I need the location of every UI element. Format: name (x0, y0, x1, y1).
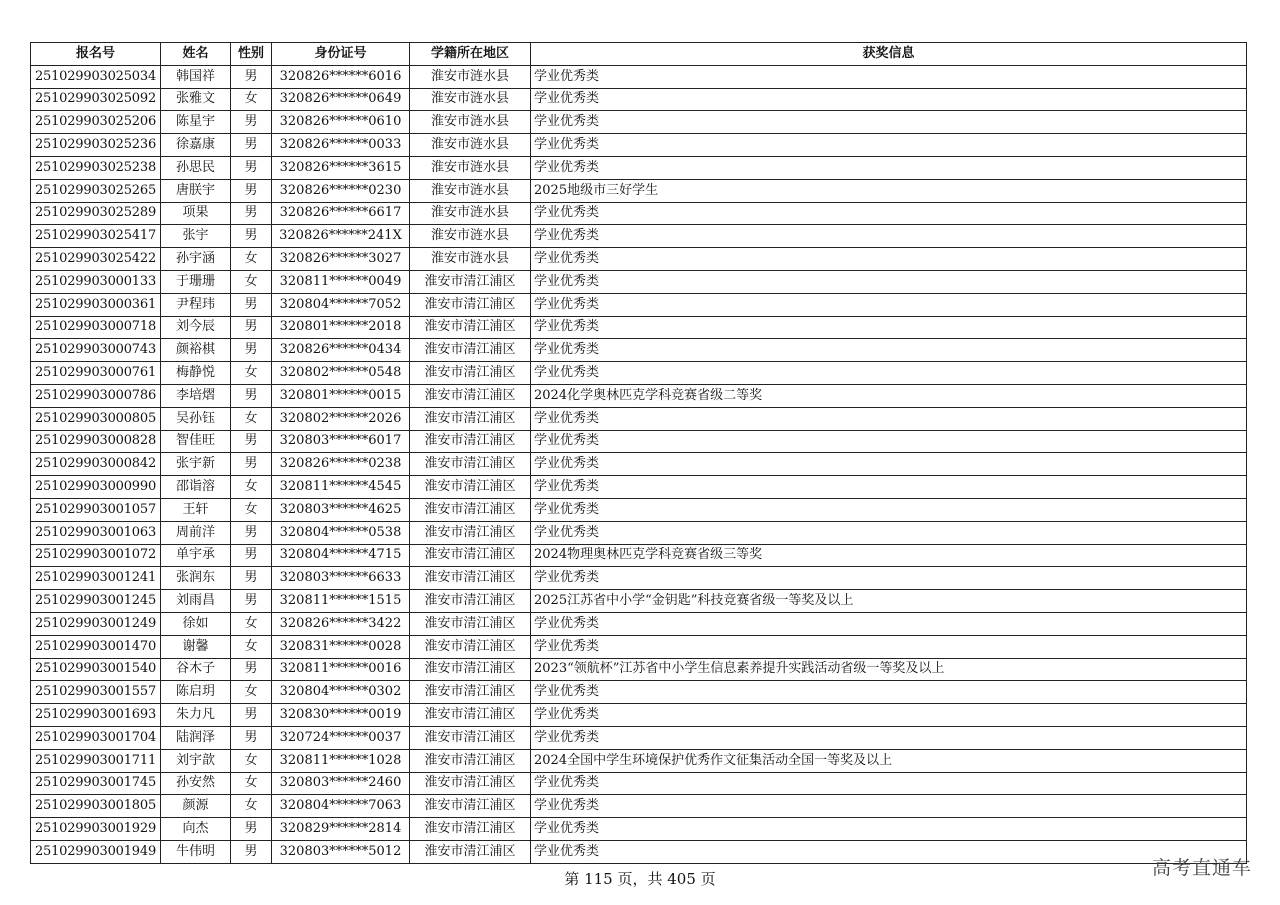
roster-table (30, 42, 1247, 864)
cell-region: 淮安市清江浦区 (410, 749, 531, 772)
table-row (31, 772, 1247, 795)
cell-gender: 男 (231, 65, 272, 88)
cell-award-info: 学业优秀类 (531, 339, 1247, 362)
cell-registration-no: 251029903000786 (31, 384, 161, 407)
cell-registration-no: 251029903000743 (31, 339, 161, 362)
cell-name: 李培熠 (161, 384, 231, 407)
table-row (31, 726, 1247, 749)
cell-name: 张宇新 (161, 453, 231, 476)
cell-gender: 男 (231, 111, 272, 134)
cell-id-number: 320826******0434 (272, 339, 410, 362)
table-row (31, 111, 1247, 134)
cell-id-number: 320804******7052 (272, 293, 410, 316)
cell-registration-no: 251029903001241 (31, 567, 161, 590)
cell-name: 徐如 (161, 612, 231, 635)
cell-id-number: 320831******0028 (272, 635, 410, 658)
table-row (31, 384, 1247, 407)
page-footer: 第 115 页，共 405 页 (564, 870, 716, 888)
cell-registration-no: 251029903000990 (31, 476, 161, 499)
cell-registration-no: 251029903001557 (31, 681, 161, 704)
cell-award-info: 学业优秀类 (531, 498, 1247, 521)
cell-region: 淮安市清江浦区 (410, 818, 531, 841)
cell-award-info: 学业优秀类 (531, 476, 1247, 499)
cell-name: 周前洋 (161, 521, 231, 544)
cell-name: 陈星宇 (161, 111, 231, 134)
table-row (31, 179, 1247, 202)
cell-id-number: 320830******0019 (272, 704, 410, 727)
cell-region: 淮安市清江浦区 (410, 612, 531, 635)
cell-id-number: 320826******6617 (272, 202, 410, 225)
cell-name: 朱力凡 (161, 704, 231, 727)
cell-gender: 女 (231, 749, 272, 772)
cell-registration-no: 251029903001704 (31, 726, 161, 749)
cell-id-number: 320802******2026 (272, 407, 410, 430)
cell-id-number: 320826******241X (272, 225, 410, 248)
table-row (31, 65, 1247, 88)
cell-registration-no: 251029903001711 (31, 749, 161, 772)
header-registration-no: 报名号 (31, 43, 161, 66)
cell-region: 淮安市清江浦区 (410, 795, 531, 818)
cell-gender: 女 (231, 270, 272, 293)
cell-award-info: 学业优秀类 (531, 111, 1247, 134)
cell-gender: 男 (231, 453, 272, 476)
cell-name: 吴孙钰 (161, 407, 231, 430)
table-row (31, 316, 1247, 339)
cell-id-number: 320803******2460 (272, 772, 410, 795)
cell-id-number: 320804******0302 (272, 681, 410, 704)
cell-id-number: 320803******6017 (272, 430, 410, 453)
cell-name: 颜源 (161, 795, 231, 818)
header-id-number: 身份证号 (272, 43, 410, 66)
cell-gender: 男 (231, 202, 272, 225)
cell-name: 唐朕宇 (161, 179, 231, 202)
cell-gender: 男 (231, 818, 272, 841)
table-row (31, 635, 1247, 658)
cell-award-info: 学业优秀类 (531, 704, 1247, 727)
cell-gender: 男 (231, 704, 272, 727)
cell-name: 孙思民 (161, 156, 231, 179)
cell-id-number: 320826******6016 (272, 65, 410, 88)
cell-id-number: 320811******4545 (272, 476, 410, 499)
cell-id-number: 320803******4625 (272, 498, 410, 521)
cell-gender: 女 (231, 362, 272, 385)
cell-registration-no: 251029903025236 (31, 134, 161, 157)
cell-gender: 男 (231, 430, 272, 453)
cell-region: 淮安市涟水县 (410, 156, 531, 179)
cell-id-number: 320811******0049 (272, 270, 410, 293)
cell-id-number: 320801******0015 (272, 384, 410, 407)
cell-name: 刘宇歆 (161, 749, 231, 772)
cell-gender: 女 (231, 88, 272, 111)
cell-registration-no: 251029903025238 (31, 156, 161, 179)
table-row (31, 749, 1247, 772)
cell-region: 淮安市涟水县 (410, 111, 531, 134)
cell-award-info: 学业优秀类 (531, 453, 1247, 476)
table-row (31, 612, 1247, 635)
cell-region: 淮安市清江浦区 (410, 772, 531, 795)
table-row (31, 453, 1247, 476)
cell-region: 淮安市涟水县 (410, 88, 531, 111)
cell-award-info: 学业优秀类 (531, 795, 1247, 818)
cell-gender: 男 (231, 316, 272, 339)
cell-region: 淮安市清江浦区 (410, 726, 531, 749)
cell-award-info: 学业优秀类 (531, 521, 1247, 544)
cell-registration-no: 251029903025206 (31, 111, 161, 134)
cell-award-info: 2024全国中学生环境保护优秀作文征集活动全国一等奖及以上 (531, 749, 1247, 772)
cell-registration-no: 251029903001949 (31, 840, 161, 863)
cell-region: 淮安市清江浦区 (410, 407, 531, 430)
cell-award-info: 学业优秀类 (531, 407, 1247, 430)
cell-id-number: 320811******1028 (272, 749, 410, 772)
cell-gender: 男 (231, 225, 272, 248)
table-row (31, 156, 1247, 179)
table-row (31, 521, 1247, 544)
cell-region: 淮安市清江浦区 (410, 704, 531, 727)
cell-gender: 女 (231, 635, 272, 658)
cell-award-info: 学业优秀类 (531, 612, 1247, 635)
header-row (31, 43, 1247, 66)
header-gender: 性别 (231, 43, 272, 66)
cell-name: 张宇 (161, 225, 231, 248)
cell-region: 淮安市清江浦区 (410, 521, 531, 544)
cell-name: 韩国祥 (161, 65, 231, 88)
cell-gender: 女 (231, 681, 272, 704)
cell-region: 淮安市清江浦区 (410, 476, 531, 499)
cell-registration-no: 251029903000842 (31, 453, 161, 476)
cell-gender: 女 (231, 407, 272, 430)
cell-id-number: 320811******1515 (272, 590, 410, 613)
cell-registration-no: 251029903000361 (31, 293, 161, 316)
cell-gender: 女 (231, 476, 272, 499)
cell-region: 淮安市清江浦区 (410, 635, 531, 658)
table-row (31, 498, 1247, 521)
cell-award-info: 学业优秀类 (531, 635, 1247, 658)
cell-region: 淮安市清江浦区 (410, 384, 531, 407)
cell-registration-no: 251029903001245 (31, 590, 161, 613)
cell-registration-no: 251029903001805 (31, 795, 161, 818)
cell-registration-no: 251029903001072 (31, 544, 161, 567)
cell-region: 淮安市清江浦区 (410, 658, 531, 681)
cell-id-number: 320811******0016 (272, 658, 410, 681)
cell-award-info: 2024化学奥林匹克学科竞赛省级二等奖 (531, 384, 1247, 407)
table-row (31, 293, 1247, 316)
cell-gender: 男 (231, 339, 272, 362)
cell-gender: 男 (231, 293, 272, 316)
cell-region: 淮安市清江浦区 (410, 681, 531, 704)
table-row (31, 818, 1247, 841)
roster-body (31, 65, 1247, 863)
cell-registration-no: 251029903000828 (31, 430, 161, 453)
table-row (31, 544, 1247, 567)
cell-region: 淮安市清江浦区 (410, 840, 531, 863)
header-award-info: 获奖信息 (531, 43, 1247, 66)
cell-award-info: 学业优秀类 (531, 430, 1247, 453)
cell-region: 淮安市涟水县 (410, 225, 531, 248)
cell-id-number: 320804******4715 (272, 544, 410, 567)
cell-id-number: 320803******6633 (272, 567, 410, 590)
cell-name: 梅静悦 (161, 362, 231, 385)
table-row (31, 407, 1247, 430)
cell-registration-no: 251029903001540 (31, 658, 161, 681)
cell-award-info: 学业优秀类 (531, 293, 1247, 316)
cell-registration-no: 251029903025092 (31, 88, 161, 111)
cell-award-info: 2025江苏省中小学“金钥匙”科技竞赛省级一等奖及以上 (531, 590, 1247, 613)
cell-id-number: 320826******0649 (272, 88, 410, 111)
cell-gender: 男 (231, 384, 272, 407)
cell-region: 淮安市涟水县 (410, 134, 531, 157)
cell-id-number: 320826******3422 (272, 612, 410, 635)
cell-region: 淮安市清江浦区 (410, 339, 531, 362)
cell-region: 淮安市涟水县 (410, 179, 531, 202)
cell-region: 淮安市清江浦区 (410, 362, 531, 385)
cell-gender: 男 (231, 134, 272, 157)
table-row (31, 270, 1247, 293)
cell-name: 刘雨昌 (161, 590, 231, 613)
cell-award-info: 学业优秀类 (531, 567, 1247, 590)
table-row (31, 590, 1247, 613)
cell-region: 淮安市清江浦区 (410, 498, 531, 521)
cell-id-number: 320802******0548 (272, 362, 410, 385)
table-row (31, 476, 1247, 499)
cell-region: 淮安市清江浦区 (410, 544, 531, 567)
cell-award-info: 学业优秀类 (531, 65, 1247, 88)
table-row (31, 658, 1247, 681)
cell-id-number: 320724******0037 (272, 726, 410, 749)
cell-award-info: 学业优秀类 (531, 316, 1247, 339)
cell-registration-no: 251029903000718 (31, 316, 161, 339)
cell-name: 陈启玥 (161, 681, 231, 704)
cell-name: 于珊珊 (161, 270, 231, 293)
table-row (31, 430, 1247, 453)
table-row (31, 795, 1247, 818)
cell-gender: 女 (231, 498, 272, 521)
cell-registration-no: 251029903001057 (31, 498, 161, 521)
table-row (31, 339, 1247, 362)
cell-award-info: 学业优秀类 (531, 818, 1247, 841)
cell-name: 颜裕棋 (161, 339, 231, 362)
cell-id-number: 320829******2814 (272, 818, 410, 841)
cell-name: 单宇承 (161, 544, 231, 567)
cell-award-info: 2023“领航杯”江苏省中小学生信息素养提升实践活动省级一等奖及以上 (531, 658, 1247, 681)
cell-award-info: 学业优秀类 (531, 840, 1247, 863)
cell-award-info: 2025地级市三好学生 (531, 179, 1247, 202)
cell-name: 项果 (161, 202, 231, 225)
cell-id-number: 320826******3027 (272, 248, 410, 271)
cell-registration-no: 251029903025417 (31, 225, 161, 248)
cell-region: 淮安市清江浦区 (410, 567, 531, 590)
cell-name: 尹程玮 (161, 293, 231, 316)
table-row (31, 134, 1247, 157)
cell-id-number: 320804******7063 (272, 795, 410, 818)
watermark-text: 高考直通车 (1151, 857, 1252, 879)
cell-gender: 男 (231, 840, 272, 863)
cell-id-number: 320826******0610 (272, 111, 410, 134)
cell-gender: 男 (231, 567, 272, 590)
cell-id-number: 320801******2018 (272, 316, 410, 339)
cell-name: 张雅文 (161, 88, 231, 111)
cell-gender: 女 (231, 795, 272, 818)
cell-registration-no: 251029903025034 (31, 65, 161, 88)
cell-region: 淮安市清江浦区 (410, 316, 531, 339)
cell-award-info: 学业优秀类 (531, 156, 1247, 179)
cell-registration-no: 251029903025422 (31, 248, 161, 271)
table-row (31, 202, 1247, 225)
table-row (31, 681, 1247, 704)
cell-award-info: 学业优秀类 (531, 772, 1247, 795)
cell-name: 张润东 (161, 567, 231, 590)
table-row (31, 88, 1247, 111)
table-row (31, 225, 1247, 248)
cell-region: 淮安市涟水县 (410, 202, 531, 225)
cell-registration-no: 251029903000805 (31, 407, 161, 430)
cell-registration-no: 251029903001929 (31, 818, 161, 841)
cell-id-number: 320804******0538 (272, 521, 410, 544)
cell-award-info: 学业优秀类 (531, 134, 1247, 157)
cell-award-info: 学业优秀类 (531, 248, 1247, 271)
cell-award-info: 学业优秀类 (531, 270, 1247, 293)
cell-id-number: 320826******3615 (272, 156, 410, 179)
table-row (31, 567, 1247, 590)
cell-region: 淮安市涟水县 (410, 65, 531, 88)
header-region: 学籍所在地区 (410, 43, 531, 66)
cell-name: 陆润泽 (161, 726, 231, 749)
cell-gender: 男 (231, 544, 272, 567)
cell-gender: 女 (231, 248, 272, 271)
cell-registration-no: 251029903001693 (31, 704, 161, 727)
cell-gender: 男 (231, 590, 272, 613)
cell-registration-no: 251029903001470 (31, 635, 161, 658)
cell-name: 向杰 (161, 818, 231, 841)
cell-registration-no: 251029903025289 (31, 202, 161, 225)
cell-region: 淮安市清江浦区 (410, 293, 531, 316)
cell-award-info: 学业优秀类 (531, 88, 1247, 111)
cell-name: 王轩 (161, 498, 231, 521)
cell-registration-no: 251029903000133 (31, 270, 161, 293)
cell-award-info: 学业优秀类 (531, 202, 1247, 225)
cell-award-info: 学业优秀类 (531, 362, 1247, 385)
cell-name: 孙安然 (161, 772, 231, 795)
cell-name: 邵诣溶 (161, 476, 231, 499)
cell-name: 牛伟明 (161, 840, 231, 863)
cell-gender: 男 (231, 156, 272, 179)
cell-name: 谢馨 (161, 635, 231, 658)
cell-registration-no: 251029903001249 (31, 612, 161, 635)
cell-region: 淮安市清江浦区 (410, 590, 531, 613)
cell-region: 淮安市清江浦区 (410, 430, 531, 453)
cell-name: 刘今辰 (161, 316, 231, 339)
cell-id-number: 320803******5012 (272, 840, 410, 863)
cell-gender: 男 (231, 658, 272, 681)
cell-name: 徐嘉康 (161, 134, 231, 157)
cell-registration-no: 251029903000761 (31, 362, 161, 385)
cell-gender: 男 (231, 179, 272, 202)
cell-gender: 男 (231, 726, 272, 749)
cell-name: 孙宇涵 (161, 248, 231, 271)
table-row (31, 362, 1247, 385)
cell-registration-no: 251029903001745 (31, 772, 161, 795)
header-name: 姓名 (161, 43, 231, 66)
cell-region: 淮安市清江浦区 (410, 270, 531, 293)
cell-id-number: 320826******0230 (272, 179, 410, 202)
cell-registration-no: 251029903025265 (31, 179, 161, 202)
table-row (31, 704, 1247, 727)
cell-name: 智佳旺 (161, 430, 231, 453)
table-row (31, 248, 1247, 271)
cell-region: 淮安市涟水县 (410, 248, 531, 271)
cell-id-number: 320826******0033 (272, 134, 410, 157)
cell-award-info: 学业优秀类 (531, 681, 1247, 704)
cell-gender: 女 (231, 772, 272, 795)
table-row (31, 840, 1247, 863)
cell-gender: 女 (231, 612, 272, 635)
cell-id-number: 320826******0238 (272, 453, 410, 476)
cell-name: 谷木子 (161, 658, 231, 681)
cell-registration-no: 251029903001063 (31, 521, 161, 544)
cell-award-info: 学业优秀类 (531, 726, 1247, 749)
cell-award-info: 学业优秀类 (531, 225, 1247, 248)
cell-award-info: 2024物理奥林匹克学科竞赛省级三等奖 (531, 544, 1247, 567)
cell-region: 淮安市清江浦区 (410, 453, 531, 476)
cell-gender: 男 (231, 521, 272, 544)
